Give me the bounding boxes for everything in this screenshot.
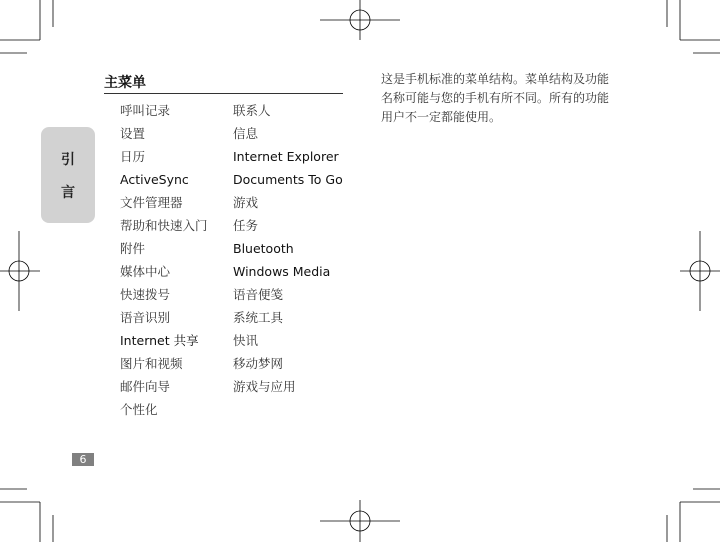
description-paragraph: 这是手机标准的菜单结构。菜单结构及功能名称可能与您的手机有所不同。所有的功能用户不一定都能使用。 (381, 72, 610, 124)
menu-item: ActiveSync (120, 172, 189, 187)
menu-item: Internet 共享 (120, 333, 199, 348)
menu-item: 媒体中心 (120, 264, 171, 279)
menu-list-left (120, 99, 208, 421)
menu-item: Bluetooth (233, 241, 294, 256)
menu-item: 语音便笺 (233, 287, 284, 302)
menu-item: 移动梦网 (233, 356, 284, 371)
menu-list-right (233, 99, 343, 398)
title-underline (104, 93, 343, 94)
menu-item: 联系人 (233, 103, 271, 118)
menu-item: 游戏与应用 (233, 379, 296, 394)
menu-item: 快讯 (233, 333, 259, 348)
menu-item: 设置 (120, 126, 146, 141)
menu-item: 文件管理器 (120, 195, 183, 210)
chapter-tab-char-2: 言 (61, 185, 75, 201)
menu-item: 附件 (120, 241, 146, 256)
menu-item: 个性化 (120, 402, 158, 417)
menu-item: 图片和视频 (120, 356, 183, 371)
chapter-tab-char-1: 引 (61, 152, 75, 168)
page-number: 6 (72, 453, 94, 466)
menu-item: 系统工具 (233, 310, 284, 325)
chapter-side-tab (41, 127, 95, 223)
section-title: 主菜单 (104, 75, 146, 91)
menu-item: 呼叫记录 (120, 103, 171, 118)
menu-item: 日历 (120, 149, 146, 164)
menu-item: 游戏 (233, 195, 259, 210)
menu-item: 信息 (233, 126, 259, 141)
menu-item: 帮助和快速入门 (120, 218, 208, 233)
menu-item: 邮件向导 (120, 379, 171, 394)
menu-item: Documents To Go (233, 172, 343, 187)
menu-item: 任务 (233, 218, 259, 233)
menu-item: 语音识别 (120, 310, 171, 325)
menu-item: Internet Explorer (233, 149, 339, 164)
menu-item: Windows Media (233, 264, 331, 279)
menu-item: 快速拨号 (120, 287, 171, 302)
